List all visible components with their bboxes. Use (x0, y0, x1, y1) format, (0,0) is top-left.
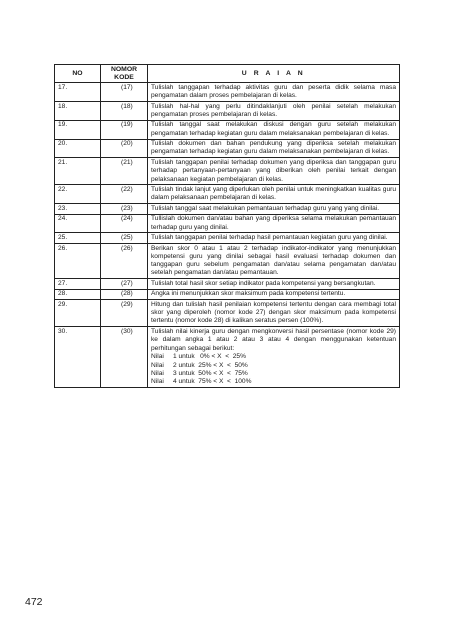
table-row (55, 83, 400, 102)
row-description-text: Tulislah tanggapan penilai terhadap hasil pemantauan kegiatan guru yang dinilai. (151, 234, 388, 242)
row-description-text: Tulislah tanggapan terhadap aktivitas guru dan peserta didik selama masa pengamatan dalam proses pembelajaran di kelas. (151, 83, 396, 100)
row-description (148, 158, 400, 185)
row-description-text: Tullislah dokumen dan/atau bahan yang diperiksa selama melakukan pemantauan terhadap guru yang dinilai. (151, 215, 396, 231)
row-description-text: Berikan skor 0 atau 1 atau 2 terhadap indikator-indikator yang menunjukkan kompetensi guru yang dinilai sebagai hasil evaluasi terhadap dokumen dan tanggapan guru sebelum pengamatan dan/atau selama pengamatan dan/atau setelah pengamatan dan/atau pemantauan. (151, 244, 396, 277)
page-number: 472 (25, 596, 43, 608)
row-number: 29. (55, 300, 101, 327)
table-row (55, 214, 400, 233)
table-row (55, 327, 400, 388)
row-description-text: Angka ini menunjukkan skor maksimum pada kompetensi tertentu. (151, 290, 346, 298)
table-row (55, 101, 400, 120)
header-code-line1: NOMOR (110, 66, 138, 73)
row-description (148, 327, 400, 388)
header-description: U R A I A N (148, 65, 400, 83)
row-description-text: Tulislah nilai kinerja guru dengan mengkonversi hasil persentase (nomor kode 29) ke dalam angka 1 atau 2 atau 3 atau 4 dengan menggunakan ketentuan perhitungan sebagai berikut: (151, 327, 396, 352)
row-code: (25) (101, 233, 148, 243)
row-number: 21. (55, 158, 101, 185)
row-number: 18. (55, 101, 101, 120)
row-description-text: Tulislah tanggapan penilai terhadap dokumen yang diperiksa dan tanggapan guru terhadap pertanyaan-pertanyaan yang diberikan oleh penilai terkait dengan pelaksanaan kegiatan pembelajaran di kelas. (151, 158, 396, 183)
score-conversion-row: Nilai 2 untuk 25% < X < 50% (151, 361, 248, 369)
row-code: (18) (101, 101, 148, 120)
row-number: 23. (55, 204, 101, 214)
row-description (148, 289, 400, 299)
table-row (55, 300, 400, 327)
row-number: 27. (55, 279, 101, 289)
header-code-line2: KODE (114, 73, 134, 81)
score-conversion-row: Nilai 3 untuk 50% < X < 75% (151, 370, 248, 378)
row-code: (30) (101, 327, 148, 388)
row-code: (24) (101, 214, 148, 233)
row-number: 22. (55, 185, 101, 204)
row-code: (27) (101, 279, 148, 289)
score-conversion-row: Nilai 1 untuk 0% < X < 25% (151, 353, 246, 361)
row-code: (17) (101, 83, 148, 102)
row-code: (21) (101, 158, 148, 185)
guidance-table (54, 64, 400, 388)
table-row (55, 243, 400, 278)
row-code: (22) (101, 185, 148, 204)
row-code: (29) (101, 300, 148, 327)
row-code: (23) (101, 204, 148, 214)
table-row (55, 139, 400, 158)
row-description (148, 300, 400, 327)
row-number: 30. (55, 327, 101, 388)
table-row (55, 289, 400, 299)
table-row (55, 185, 400, 204)
row-description (148, 101, 400, 120)
table-row (55, 158, 400, 185)
row-description-text: Tulislah tanggal saat melakukan diskusi dengan guru setelah melakukan pengamatan terhadap kegiatan guru dalam melaksanakan pembelajaran di kelas. (151, 121, 396, 137)
row-description-text: Hitung dan tulislah hasil penilaian kompetensi tertentu dengan cara membagi total skor yang diperoleh (nomor kode 27) dengan skor maksimum pada kompetensi tertentu (nomor kode 28) di kalikan seratus persen (100%). (151, 300, 396, 325)
table-header-row (55, 65, 400, 83)
row-number: 19. (55, 120, 101, 139)
table-row (55, 204, 400, 214)
score-conversion-row: Nilai 4 untuk 75% < X < 100% (151, 378, 252, 386)
row-number: 25. (55, 233, 101, 243)
row-description (148, 120, 400, 139)
row-description-text: Tulislah tanggal saat melakukan pemantauan terhadap guru yang yang dinilai. (151, 204, 380, 212)
row-description (148, 139, 400, 158)
row-number: 20. (55, 139, 101, 158)
row-description (148, 185, 400, 204)
row-number: 28. (55, 289, 101, 299)
row-description-text: Tulislah hal-hal yang perlu ditindaklanjuti oleh penilai setelah melakukan pengamatan proses pembelajaran di kelas. (151, 102, 396, 118)
row-code: (26) (101, 243, 148, 278)
row-description (148, 243, 400, 278)
row-description-text: Tulislah dokumen dan bahan pendukung yang diperiksa setelah melakukan pengamatan terhadap kegiatan guru dalam melaksanakan pembelajaran di kelas. (151, 140, 396, 156)
row-description (148, 214, 400, 233)
row-code: (19) (101, 120, 148, 139)
row-code: (28) (101, 289, 148, 299)
table-row (55, 233, 400, 243)
table-row (55, 279, 400, 289)
row-number: 17. (55, 83, 101, 102)
row-description (148, 279, 400, 289)
row-number: 24. (55, 214, 101, 233)
header-code (101, 65, 148, 83)
score-conversion-list (151, 353, 396, 386)
row-description-text: Tulislah tindak lanjut yang diperlukan oleh penilai untuk meningkatkan kualitas guru dalam pelaksanaan pembelajaran di kelas. (151, 185, 396, 202)
row-number: 26. (55, 243, 101, 278)
table-row (55, 120, 400, 139)
row-description-text: Tulislah total hasil skor setiap indikator pada kompetensi yang bersangkutan. (151, 279, 376, 287)
row-description (148, 83, 400, 102)
header-no: NO (55, 65, 101, 83)
row-description (148, 233, 400, 243)
row-description (148, 204, 400, 214)
row-code: (20) (101, 139, 148, 158)
